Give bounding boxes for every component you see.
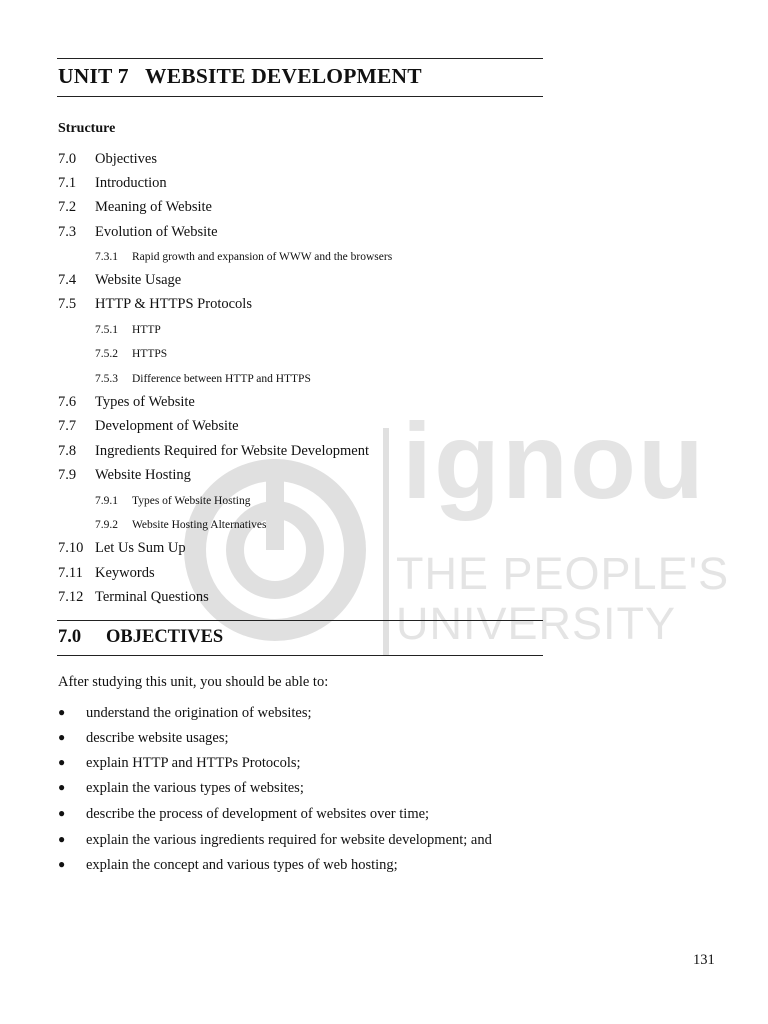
toc-item-number: 7.8 [58,443,77,459]
toc-item [58,565,155,582]
toc-subitem-label: Rapid growth and expansion of WWW and the browsers [132,251,393,263]
toc-item-label: Development of Website [95,418,239,434]
toc-subitem-label: HTTP [132,324,161,336]
toc-item [58,224,218,241]
objective-item [58,730,229,747]
unit-title: UNIT 7 WEBSITE DEVELOPMENT [58,64,422,88]
toc-item [58,589,209,606]
toc-item-label: Website Usage [95,272,182,288]
toc-item-label: Evolution of Website [95,224,218,240]
top-rule [57,58,543,59]
toc-item-label: Website Hosting [95,467,191,483]
bullet-icon: ● [58,755,66,769]
toc-subitem [95,251,392,263]
toc-item [58,296,252,313]
toc-item [58,394,195,411]
toc-item-label: HTTP & HTTPS Protocols [95,296,252,312]
toc-item [58,540,186,557]
toc-item-number: 7.9 [58,467,77,483]
objective-item [58,780,304,797]
toc-subitem-number: 7.5.2 [95,348,118,360]
bullet-icon: ● [58,780,66,794]
toc-subitem-number: 7.9.1 [95,495,118,507]
toc-subitem-number: 7.9.2 [95,519,118,531]
section-number: 7.0 [58,627,82,647]
objective-text: explain HTTP and HTTPs Protocols; [86,755,301,771]
toc-subitem [95,519,267,531]
toc-item-label: Types of Website [95,394,195,410]
watermark-divider [383,428,389,656]
toc-item-number: 7.4 [58,272,77,288]
bullet-icon: ● [58,730,66,744]
objectives-intro: After studying this unit, you should be able to: [58,674,329,690]
toc-item-number: 7.12 [58,589,84,605]
objective-item [58,806,429,823]
toc-subitem-label: Website Hosting Alternatives [132,519,267,531]
toc-item [58,175,167,192]
watermark-tagline-2: UNIVERSITY [396,598,677,649]
toc-item-label: Terminal Questions [95,589,209,605]
toc-subitem-number: 7.3.1 [95,251,118,263]
toc-subitem [95,373,311,385]
toc-item-label: Objectives [95,151,158,167]
objective-text: understand the origination of websites; [86,705,312,721]
toc-item-number: 7.7 [58,418,77,434]
objective-item [58,705,312,722]
title-underline-rule [57,96,543,97]
objective-item [58,755,301,772]
toc-subitem [95,324,161,336]
toc-subitem-number: 7.5.1 [95,324,118,336]
section-title: OBJECTIVES [106,627,224,647]
toc-item-label: Keywords [95,565,155,581]
toc-subitem [95,348,167,360]
toc-item [58,418,239,435]
objective-text: explain the various ingredients required for website development; and [86,832,492,848]
toc-item-number: 7.0 [58,151,77,167]
toc-item [58,151,157,168]
toc-subitem [95,495,250,507]
toc-subitem-label: Difference between HTTP and HTTPS [132,373,311,385]
toc-item-number: 7.10 [58,540,84,556]
watermark-name: ignou [402,400,706,521]
toc-subitem-label: Types of Website Hosting [132,495,251,507]
toc-item-number: 7.5 [58,296,77,312]
toc-subitem-number: 7.5.3 [95,373,118,385]
section-top-rule [57,620,543,621]
bullet-icon: ● [58,832,66,846]
toc-item-label: Ingredients Required for Website Development [95,443,369,459]
bullet-icon: ● [58,806,66,820]
bullet-icon: ● [58,705,66,719]
toc-item-number: 7.3 [58,224,77,240]
page-number: 131 [693,952,715,968]
objective-text: describe the process of development of websites over time; [86,806,430,822]
toc-item-number: 7.11 [58,565,83,581]
toc-item-label: Let Us Sum Up [95,540,186,556]
toc-item-label: Meaning of Website [95,199,212,215]
toc-item-number: 7.1 [58,175,77,191]
toc-item [58,467,191,484]
toc-item-label: Introduction [95,175,167,191]
toc-item [58,199,212,216]
bullet-icon: ● [58,857,66,871]
section-bottom-rule [57,655,543,656]
toc-item-number: 7.6 [58,394,77,410]
objective-item [58,832,492,849]
toc-item [58,272,181,289]
toc-item-number: 7.2 [58,199,77,215]
objective-item [58,857,398,874]
watermark-tagline-1: THE PEOPLE'S [396,548,730,599]
objective-text: explain the various types of websites; [86,780,304,796]
toc-item [58,443,369,460]
structure-heading: Structure [58,121,116,136]
toc-subitem-label: HTTPS [132,348,168,360]
objective-text: explain the concept and various types of web hosting; [86,857,398,873]
section-heading-objectives [58,627,223,648]
objective-text: describe website usages; [86,730,229,746]
